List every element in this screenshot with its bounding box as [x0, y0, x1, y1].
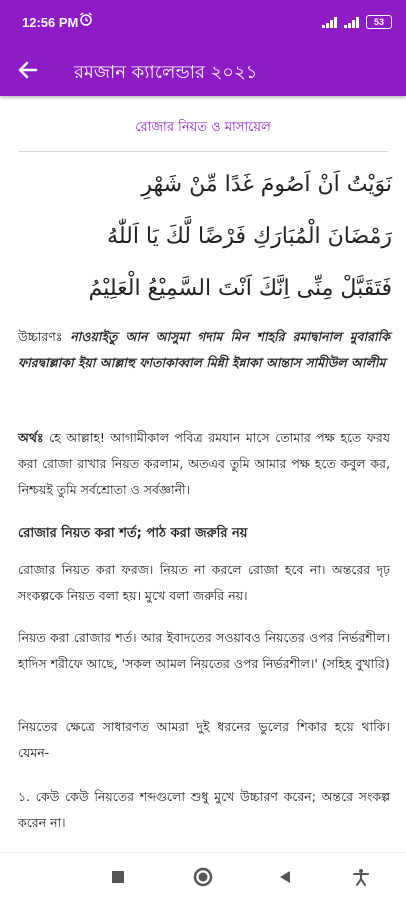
pronunciation-label: উচ্চারণঃ [18, 329, 63, 344]
signal-icon [344, 17, 360, 28]
battery-icon [366, 15, 392, 29]
section-title: রোজার নিয়ত ও মাসায়েল [135, 120, 271, 135]
pronunciation-text: নাওয়াইতু আন আসুমা গদাম মিন শাহরি রমাদ্বানাল মুবারাকি ফারদ্বাল্লাকা ইয়া আল্লাহু ফাতাকাব্বাল মিন্নী ইন্নাকা আন্তাস সামীউল আলীম [18, 329, 390, 370]
navigation-bar [0, 852, 406, 901]
accessibility-icon[interactable] [349, 865, 373, 889]
article-content[interactable] [0, 96, 406, 852]
page-title: রমজান ক্যালেন্ডার ২০২১ [74, 62, 258, 83]
arabic-line-2: رَمْضَانَ الْمُبَارَكِ فَرْضًا لَّكَ يَا اَللّٰهُ [107, 224, 392, 249]
status-icons [322, 15, 392, 29]
recents-square-icon[interactable] [106, 865, 130, 889]
alarm-icon [79, 12, 93, 30]
arabic-line-3: فَتَقَبَّلْ مِنِّى اِنَّكَ اَنْتَ السَّمِيْعُ الْعَلِيْمُ [88, 276, 392, 301]
signal-icon [322, 17, 338, 28]
meaning-text: হে আল্লাহ! আগামীকাল পবিত্র রমযান মাসে তোমার পক্ষ হতে ফরয করা রোজা রাখার নিয়ত করলাম, অতএব তুমি আমার পক্ষ হতে কবুল কর, নিশ্চয়ই তুমি সর্বশ্রোতা ও সর্বজ্ঞানী। [18, 430, 390, 497]
status-bar [0, 0, 406, 44]
meaning-label: অর্থঃ [18, 430, 44, 445]
app-bar [0, 44, 406, 96]
arrow-left-icon[interactable] [14, 56, 42, 84]
back-triangle-icon[interactable] [273, 865, 297, 889]
status-time: 12:56 PM [22, 15, 79, 30]
subheading: রোজার নিয়ত করা শর্ত; পাঠ করা জরুরি নয় [18, 526, 248, 541]
battery-level: 53 [373, 17, 384, 27]
home-circle-icon[interactable] [191, 865, 215, 889]
meaning-paragraph [18, 425, 390, 503]
paragraph-2: নিয়ত করা রোজার শর্ত। আর ইবাদতের সওয়াবও নিয়তের ওপর নির্ভরশীল। হাদিস শরীফে আছে, 'সকল আমল নিয়তের ওপর নির্ভরশীল।' (সহিহ বুখারি) [18, 630, 390, 671]
paragraph-3: নিয়তের ক্ষেত্রে সাধারণত আমরা দুই ধরনের ভুলের শিকার হয়ে থাকি। যেমন- [18, 719, 390, 760]
paragraph-4: ১. কেউ কেউ নিয়তের শব্দগুলো শুধু মুখে উচ্চারণ করেন; অন্তরে সংকল্প করেন না। [18, 789, 390, 830]
paragraph-1: রোজার নিয়ত করা ফরজ। নিয়ত না করলে রোজা হবে না। অন্তরের দৃঢ় সংকল্পকে নিয়ত বলা হয়। মুখে বলা জরুরি নয়। [18, 562, 390, 603]
divider [18, 151, 388, 152]
arabic-line-1: نَوَيْتُ اَنْ اَصُومَ غَدًا مِّنْ شَهْرِ [141, 172, 392, 197]
pronunciation-paragraph [18, 324, 390, 376]
